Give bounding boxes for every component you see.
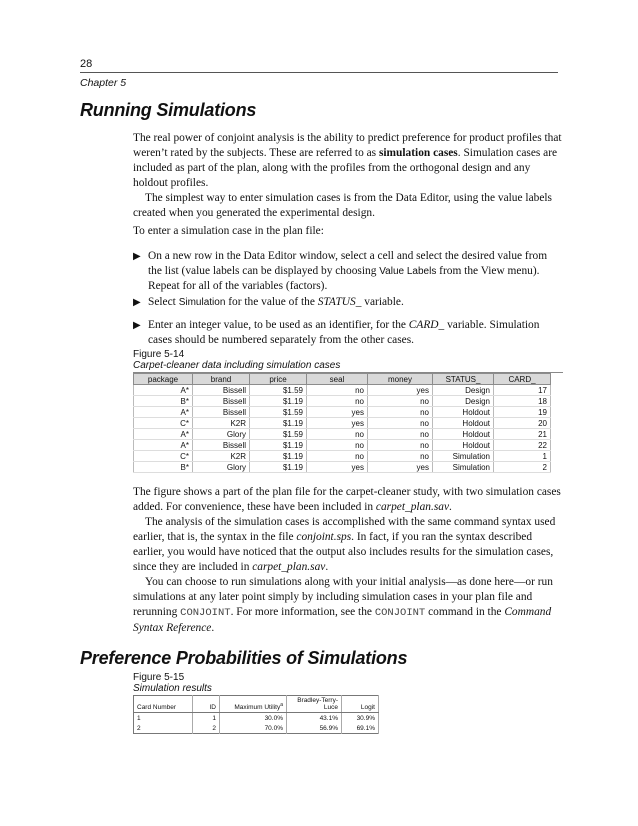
grid-cell[interactable]: A* xyxy=(134,440,193,451)
grid-cell[interactable]: $1.59 xyxy=(250,429,307,440)
grid-cell[interactable]: 19 xyxy=(494,407,551,418)
bullet-2: ▶ Select Simulation for the value of the STATUS_ variable. xyxy=(133,296,404,308)
grid-row xyxy=(134,429,551,440)
value-labels-ui-text: Value Labels xyxy=(379,266,437,277)
chapter-label: Chapter 5 xyxy=(80,77,127,89)
grid-cell[interactable]: 1 xyxy=(494,451,551,462)
results-cell: 2 xyxy=(134,723,193,734)
grid-cell[interactable]: 22 xyxy=(494,440,551,451)
grid-header-package[interactable]: package xyxy=(134,374,193,385)
grid-cell[interactable]: no xyxy=(307,440,368,451)
grid-cell[interactable]: C* xyxy=(134,418,193,429)
grid-cell[interactable]: A* xyxy=(134,385,193,396)
grid-row xyxy=(134,407,551,418)
grid-cell[interactable]: $1.19 xyxy=(250,451,307,462)
grid-cell[interactable]: Holdout xyxy=(433,407,494,418)
simulation-results-table xyxy=(133,695,379,734)
results-discussion: The figure shows a part of the plan file for the carpet-cleaner study, with two simulation cases added. For convenience, these have been included in carpet_plan.sav. The analysis of the simulation cases is accomplished with the same command syntax used earlier, that is, the syntax in the file conjoint.sps. In fact, if you ran the syntax described earlier, you would have noticed that the output also includes results for the simulation cases, since they are included in carpet_plan.sav. You can choose to run simulations along with your initial analysis—as done here—or run simulations at any later point simply by including simulation cases in your plan file and rerunning CONJOINT. For more information, see the CONJOINT command in the Command Syntax Reference. xyxy=(133,486,561,634)
grid-row xyxy=(134,451,551,462)
grid-cell[interactable]: Bissell xyxy=(193,440,250,451)
figure-caption-5-15: Simulation results xyxy=(133,683,212,694)
grid-cell[interactable]: $1.19 xyxy=(250,462,307,473)
grid-cell[interactable]: $1.19 xyxy=(250,396,307,407)
grid-cell[interactable]: yes xyxy=(307,418,368,429)
header-btl: Bradley-Terry-Luce xyxy=(287,696,342,713)
header-rule xyxy=(80,72,558,73)
grid-cell[interactable]: A* xyxy=(134,429,193,440)
bullet-3: ▶ Enter an integer value, to be used as an identifier, for the CARD_ variable. Simulation cases should be numbered separately from the other cases. xyxy=(133,319,540,346)
grid-cell[interactable]: $1.19 xyxy=(250,418,307,429)
results-cell: 30.9% xyxy=(342,713,379,724)
grid-row xyxy=(134,385,551,396)
grid-cell[interactable]: Bissell xyxy=(193,385,250,396)
intro-paragraph: The real power of conjoint analysis is the ability to predict preference for product profiles that weren’t rated by the subjects. These are referred to as simulation cases. Simulation cases are included as part of the plan, along with the profiles from the orthogonal design and any holdout profiles. The simplest way to enter simulation cases is from the Data Editor, using the value labels created when you generated the experimental design. xyxy=(133,132,562,219)
grid-cell[interactable]: A* xyxy=(134,407,193,418)
results-cell: 1 xyxy=(193,713,220,724)
paragraph-3: To enter a simulation case in the plan file: xyxy=(133,225,324,237)
grid-cell[interactable]: no xyxy=(368,429,433,440)
results-cell: 2 xyxy=(193,723,220,734)
grid-cell[interactable]: Holdout xyxy=(433,440,494,451)
grid-cell[interactable]: B* xyxy=(134,462,193,473)
grid-cell[interactable]: yes xyxy=(307,462,368,473)
grid-cell[interactable]: Holdout xyxy=(433,418,494,429)
bullet-arrow-icon: ▶ xyxy=(133,297,141,308)
grid-cell[interactable]: Design xyxy=(433,396,494,407)
bullet-1: ▶ On a new row in the Data Editor window, select a cell and select the desired value from the list (value labels can be displayed by choosing Value Labels from the View menu). Repeat for all of the variables (factors). xyxy=(133,250,548,292)
grid-cell[interactable]: K2R xyxy=(193,451,250,462)
results-cell: 56.9% xyxy=(287,723,342,734)
grid-header-seal[interactable]: seal xyxy=(307,374,368,385)
results-cell: 43.1% xyxy=(287,713,342,724)
grid-cell[interactable]: Simulation xyxy=(433,451,494,462)
results-cell: 69.1% xyxy=(342,723,379,734)
grid-cell[interactable]: 2 xyxy=(494,462,551,473)
paragraph-2: The simplest way to enter simulation cases is from the Data Editor, using the value labels created when you generated the experimental design. xyxy=(133,192,552,219)
header-id: ID xyxy=(193,696,220,713)
grid-cell[interactable]: Simulation xyxy=(433,462,494,473)
grid-cell[interactable]: C* xyxy=(134,451,193,462)
grid-header-status[interactable]: STATUS_ xyxy=(433,374,494,385)
grid-row xyxy=(134,462,551,473)
grid-cell[interactable]: no xyxy=(307,429,368,440)
simulation-cases-term: simulation cases xyxy=(378,147,458,159)
grid-cell[interactable]: no xyxy=(368,451,433,462)
grid-cell[interactable]: no xyxy=(307,396,368,407)
results-cell: 1 xyxy=(134,713,193,724)
grid-cell[interactable]: B* xyxy=(134,396,193,407)
grid-row xyxy=(134,418,551,429)
grid-cell[interactable]: $1.19 xyxy=(250,440,307,451)
header-logit: Logit xyxy=(342,696,379,713)
grid-cell[interactable]: K2R xyxy=(193,418,250,429)
grid-row xyxy=(134,440,551,451)
figure-label-5-14: Figure 5-14 xyxy=(133,349,185,360)
results-cell: 30.0% xyxy=(220,713,287,724)
grid-cell[interactable]: $1.59 xyxy=(250,407,307,418)
grid-cell[interactable]: Bissell xyxy=(193,407,250,418)
bullet-arrow-icon: ▶ xyxy=(133,251,141,262)
grid-header-price[interactable]: price xyxy=(250,374,307,385)
grid-cell[interactable]: Glory xyxy=(193,462,250,473)
grid-cell[interactable]: 18 xyxy=(494,396,551,407)
grid-cell[interactable]: no xyxy=(307,385,368,396)
grid-cell[interactable]: Design xyxy=(433,385,494,396)
grid-cell[interactable]: 21 xyxy=(494,429,551,440)
grid-cell[interactable]: 17 xyxy=(494,385,551,396)
grid-cell[interactable]: yes xyxy=(368,462,433,473)
data-editor-grid xyxy=(133,373,551,473)
grid-cell[interactable]: no xyxy=(307,451,368,462)
grid-cell[interactable]: Holdout xyxy=(433,429,494,440)
simulation-ui-text: Simulation xyxy=(178,297,226,308)
results-row xyxy=(134,723,379,734)
page-number: 28 xyxy=(80,58,93,70)
bullet-arrow-icon: ▶ xyxy=(133,320,141,331)
grid-cell[interactable]: $1.59 xyxy=(250,385,307,396)
results-row xyxy=(134,713,379,724)
results-cell: 70.0% xyxy=(220,723,287,734)
grid-cell[interactable]: 20 xyxy=(494,418,551,429)
grid-cell[interactable]: no xyxy=(368,418,433,429)
grid-row xyxy=(134,396,551,407)
grid-cell[interactable]: Glory xyxy=(193,429,250,440)
grid-cell[interactable]: no xyxy=(368,407,433,418)
grid-header-money[interactable]: money xyxy=(368,374,433,385)
header-maximum-utility: Maximum Utility$^a$ xyxy=(220,696,287,713)
grid-cell[interactable]: no xyxy=(368,440,433,451)
grid-cell[interactable]: yes xyxy=(307,407,368,418)
grid-cell[interactable]: no xyxy=(368,396,433,407)
header-card-number: Card Number xyxy=(134,696,193,713)
grid-header-card[interactable]: CARD_ xyxy=(494,374,551,385)
grid-cell[interactable]: Bissell xyxy=(193,396,250,407)
grid-cell[interactable]: yes xyxy=(368,385,433,396)
section-title-preference-probabilities: Preference Probabilities of Simulations xyxy=(80,648,408,668)
grid-header-brand[interactable]: brand xyxy=(193,374,250,385)
figure-label-5-15: Figure 5-15 xyxy=(133,672,185,683)
section-title-running-simulations: Running Simulations xyxy=(80,100,257,120)
figure-caption-5-14: Carpet-cleaner data including simulation cases xyxy=(133,360,341,371)
